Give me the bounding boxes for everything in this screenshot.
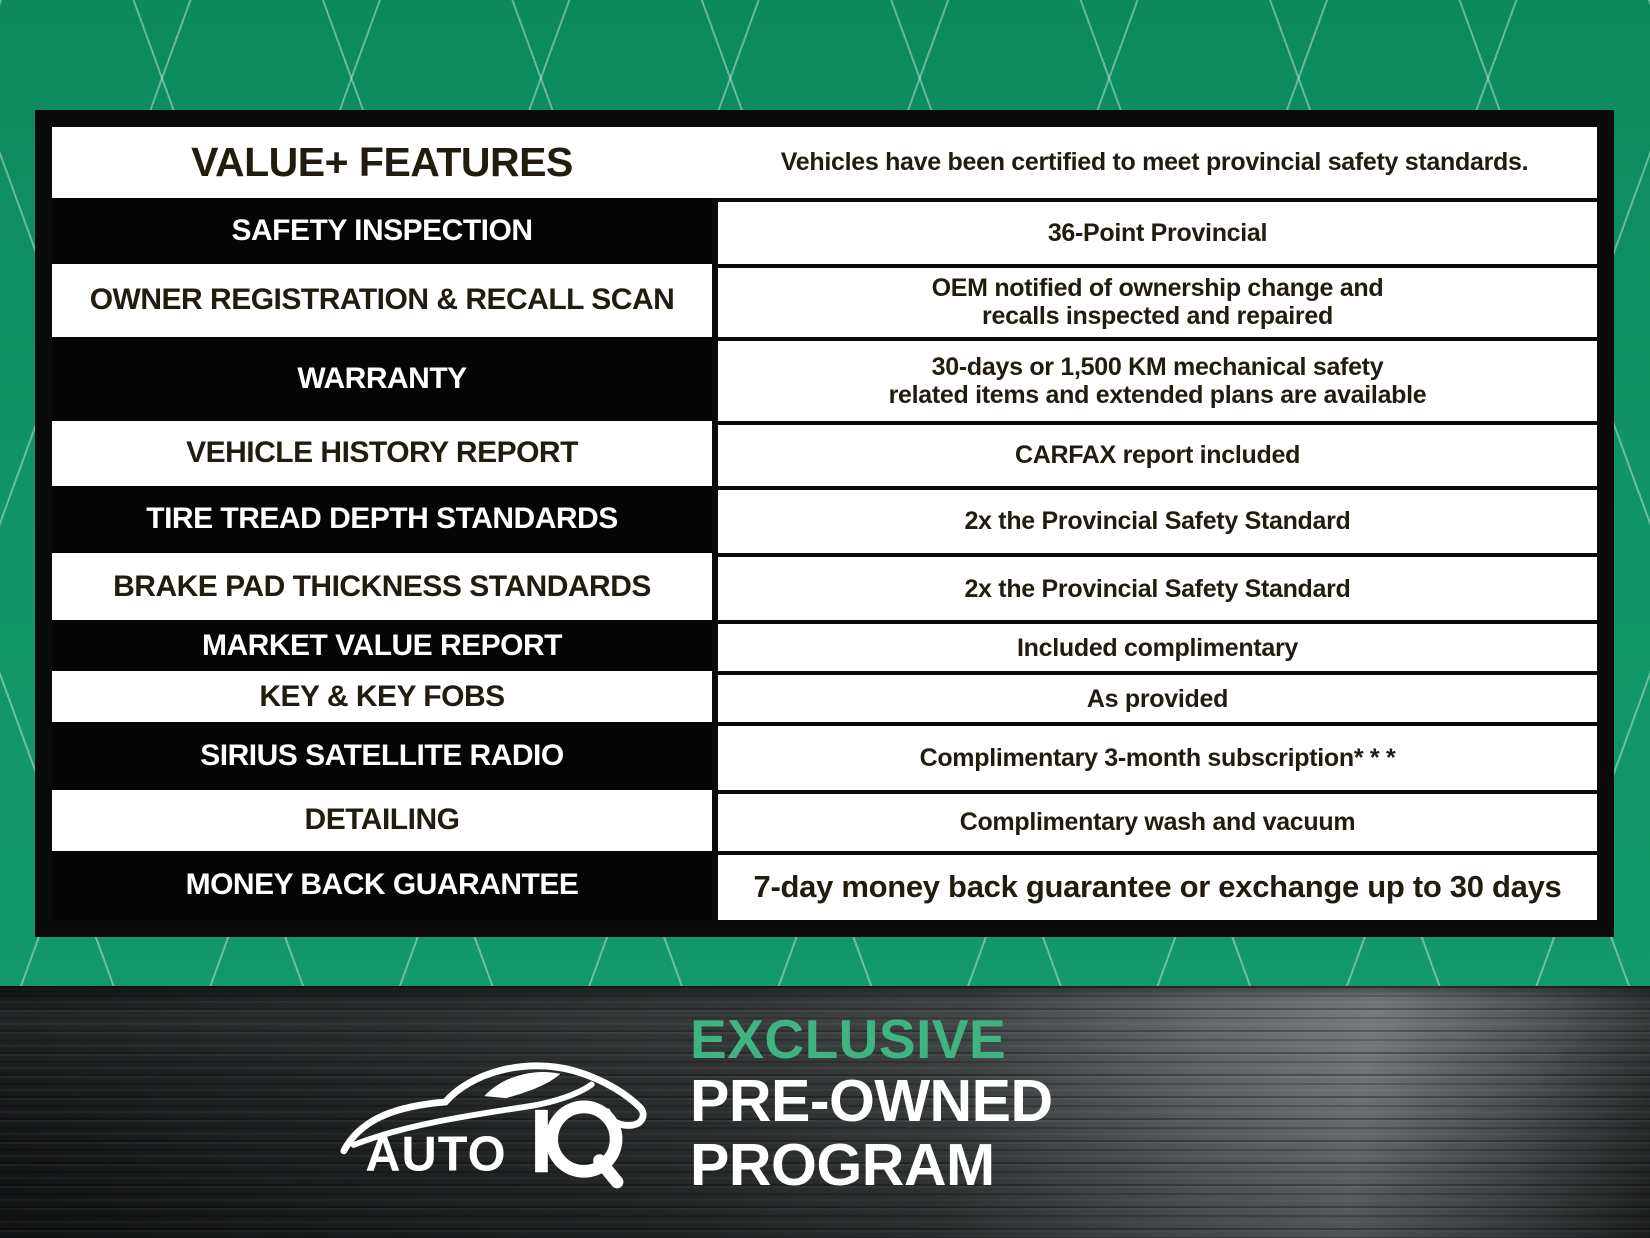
table-row	[52, 198, 1597, 263]
feature-value-line1: 2x the Provincial Safety Standard	[964, 507, 1351, 536]
table-row	[52, 671, 1597, 722]
feature-value-line1: As provided	[1086, 684, 1229, 713]
feature-value-line1: 30-days or 1,500 KM mechanical safety	[931, 352, 1384, 381]
table-row	[52, 851, 1597, 920]
feature-value-line1: 2x the Provincial Safety Standard	[964, 574, 1351, 603]
feature-label: TIRE TREAD DEPTH STANDARDS	[52, 486, 712, 553]
table-row	[52, 722, 1597, 789]
value-features-table	[35, 110, 1614, 937]
feature-value	[718, 671, 1597, 722]
logo-auto-text: AUTO	[365, 1127, 507, 1182]
feature-value-line1: Complimentary 3-month subscription* * *	[919, 743, 1396, 772]
table-subtitle: Vehicles have been certified to meet provincial safety standards.	[780, 148, 1529, 177]
feature-label: DETAILING	[52, 790, 712, 851]
feature-value-line1: 36-Point Provincial	[1047, 218, 1268, 247]
table-row	[52, 421, 1597, 486]
feature-value-line2: recalls inspected and repaired	[982, 302, 1333, 331]
feature-label: MONEY BACK GUARANTEE	[52, 851, 712, 920]
feature-label: SIRIUS SATELLITE RADIO	[52, 722, 712, 789]
feature-value	[718, 553, 1597, 620]
feature-value-line2: related items and extended plans are available	[888, 380, 1427, 409]
table-header-row	[52, 127, 1597, 198]
feature-value	[718, 198, 1597, 263]
table-row	[52, 486, 1597, 553]
feature-value	[718, 851, 1597, 920]
feature-value-line1: OEM notified of ownership change and	[931, 274, 1384, 303]
feature-label: BRAKE PAD THICKNESS STANDARDS	[52, 553, 712, 620]
feature-value	[718, 264, 1597, 337]
footer-banner-content	[0, 986, 1650, 1238]
program-line-program: PROGRAM	[690, 1131, 995, 1198]
feature-label: KEY & KEY FOBS	[52, 671, 712, 722]
table-row	[52, 620, 1597, 671]
feature-value-line1: Complimentary wash and vacuum	[959, 808, 1356, 837]
feature-value	[718, 486, 1597, 553]
program-line-preowned: PRE-OWNED	[690, 1067, 1053, 1134]
feature-value	[718, 722, 1597, 789]
table-body	[52, 127, 1597, 920]
feature-value-line1: CARFAX report included	[1014, 441, 1301, 470]
feature-label: VEHICLE HISTORY REPORT	[52, 421, 712, 486]
footer-banner	[0, 986, 1650, 1238]
program-line-exclusive: EXCLUSIVE	[690, 1007, 1007, 1070]
table-title: VALUE+ FEATURES	[191, 139, 573, 186]
feature-label: MARKET VALUE REPORT	[52, 620, 712, 671]
table-row	[52, 264, 1597, 337]
logo-iq-text	[535, 1107, 617, 1182]
program-title-block	[690, 1007, 1053, 1198]
feature-value	[718, 790, 1597, 851]
table-row	[52, 790, 1597, 851]
feature-value	[718, 337, 1597, 421]
table-row	[52, 337, 1597, 421]
feature-label: SAFETY INSPECTION	[52, 198, 712, 263]
feature-value-line1: 7-day money back guarantee or exchange up to 30 days	[753, 868, 1562, 904]
feature-value	[718, 421, 1597, 486]
feature-value-line1: Included complimentary	[1017, 633, 1298, 662]
feature-label: OWNER REGISTRATION & RECALL SCAN	[52, 264, 712, 337]
autoiq-logo	[338, 1014, 660, 1192]
feature-label: WARRANTY	[52, 337, 712, 421]
table-row	[52, 553, 1597, 620]
feature-value	[718, 620, 1597, 671]
